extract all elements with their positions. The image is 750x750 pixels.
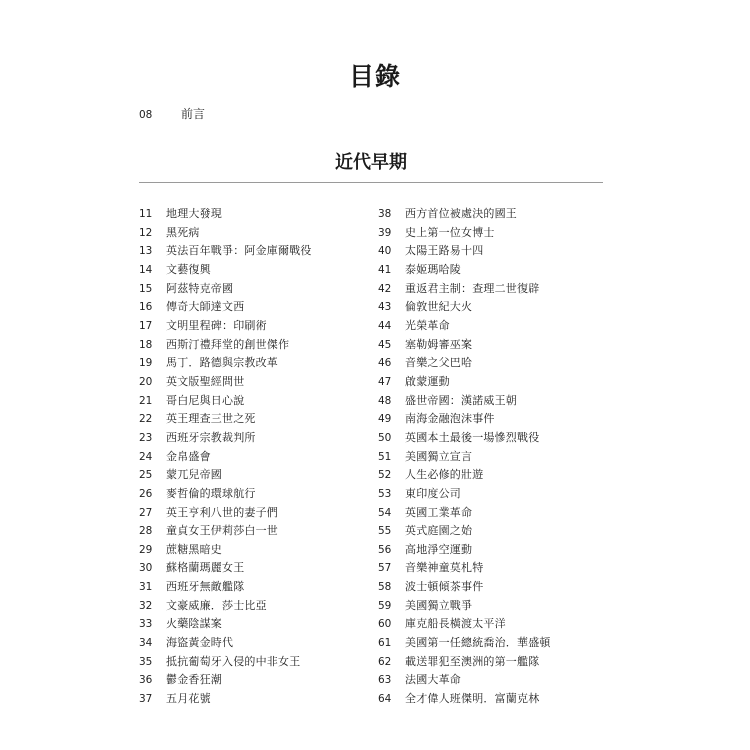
- entry-title: 英法百年戰爭：阿金庫爾戰役: [166, 244, 312, 258]
- entry-page-number: 38: [378, 208, 392, 220]
- entry-title: 載送罪犯至澳洲的第一艦隊: [405, 654, 540, 668]
- entry-page-number: 50: [378, 431, 392, 444]
- toc-entry[interactable]: [139, 261, 369, 280]
- entry-page-number: 43: [378, 301, 392, 314]
- toc-entry[interactable]: [378, 205, 608, 224]
- entry-title: 盛世帝國：漢諾威王朝: [405, 393, 517, 407]
- entry-title: 蔗糖黑暗史: [166, 542, 222, 556]
- entry-page-number: 16: [139, 301, 153, 314]
- entry-page-number: 24: [139, 450, 153, 463]
- entry-title: 法國大革命: [405, 673, 461, 687]
- entry-title: 文豪威廉．莎士比亞: [166, 598, 267, 612]
- entry-page-number: 64: [378, 693, 392, 706]
- entry-title: 高地淨空運動: [405, 542, 473, 556]
- entry-page-number: 20: [139, 375, 153, 388]
- toc-entry[interactable]: [378, 224, 608, 243]
- entry-title: 馬丁．路德與宗教改革: [166, 356, 278, 370]
- entry-page-number: 35: [139, 655, 153, 668]
- toc-entry[interactable]: [139, 373, 369, 392]
- entry-title: 英王亨利八世的妻子們: [166, 505, 278, 519]
- toc-entry[interactable]: [378, 597, 608, 616]
- entry-title: 童貞女王伊莉莎白一世: [166, 524, 278, 538]
- entry-title: 蘇格蘭瑪麗女王: [166, 561, 245, 575]
- toc-entry[interactable]: [378, 578, 608, 597]
- entry-page-number: 58: [378, 581, 392, 594]
- entry-title: 西班牙宗教裁判所: [166, 430, 256, 444]
- entry-page-number: 21: [139, 394, 153, 407]
- toc-entry[interactable]: [378, 373, 608, 392]
- toc-entry[interactable]: [139, 504, 369, 523]
- entry-page-number: 22: [139, 413, 153, 426]
- entry-title: 音樂神童莫札特: [405, 561, 484, 575]
- entry-page-number: 11: [139, 208, 153, 220]
- entry-page-number: 54: [378, 506, 392, 519]
- page-title: 目錄: [348, 61, 401, 91]
- entry-page-number: 32: [139, 599, 153, 612]
- toc-entry[interactable]: [378, 615, 608, 634]
- entry-title: 抵抗葡萄牙入侵的中非女王: [166, 654, 301, 668]
- toc-entry[interactable]: [139, 392, 369, 411]
- toc-entry[interactable]: [139, 578, 369, 597]
- entry-title: 美國獨立戰爭: [405, 598, 473, 612]
- entry-title: 光榮革命: [405, 318, 450, 332]
- toc-entry[interactable]: [139, 429, 369, 448]
- toc-entry[interactable]: [139, 280, 369, 299]
- entry-title: 泰姬瑪哈陵: [405, 262, 461, 276]
- entry-page-number: 33: [139, 618, 153, 631]
- section-heading: 近代早期: [335, 151, 407, 173]
- entry-title: 傳奇大師達文西: [166, 300, 245, 314]
- entry-title: 美國獨立宣言: [405, 449, 473, 463]
- entry-page-number: 23: [139, 431, 153, 444]
- toc-entry[interactable]: [139, 317, 369, 336]
- toc-entry[interactable]: [378, 336, 608, 355]
- entry-title: 蒙兀兒帝國: [166, 468, 222, 482]
- entry-page-number: 37: [139, 693, 153, 706]
- toc-entry[interactable]: [378, 634, 608, 653]
- entry-title: 哥白尼與日心說: [166, 393, 245, 407]
- entry-title: 人生必修的壯遊: [405, 468, 484, 482]
- entry-title: 火藥陰謀案: [166, 617, 222, 631]
- entry-title: 全才偉人班傑明．富蘭克林: [405, 692, 540, 706]
- toc-entry[interactable]: [378, 392, 608, 411]
- entry-title: 海盜黃金時代: [166, 636, 234, 650]
- toc-entry[interactable]: [139, 597, 369, 616]
- entry-page-number: 48: [378, 394, 392, 407]
- toc-entry[interactable]: [139, 336, 369, 355]
- toc-entry[interactable]: [378, 466, 608, 485]
- entry-title: 啟蒙運動: [405, 374, 450, 388]
- toc-entry[interactable]: [139, 690, 369, 709]
- entry-title: 太陽王路易十四: [405, 244, 484, 258]
- entry-page-number: 56: [378, 543, 392, 556]
- entry-page-number: 57: [378, 562, 392, 575]
- entry-title: 黑死病: [166, 225, 200, 239]
- entry-title: 西班牙無敵艦隊: [166, 580, 245, 594]
- entry-title: 五月花號: [166, 692, 211, 706]
- toc-entry[interactable]: [139, 298, 369, 317]
- toc-entry[interactable]: [139, 410, 369, 429]
- toc-entry[interactable]: [378, 671, 608, 690]
- toc-entry[interactable]: [139, 653, 369, 672]
- entry-title: 西斯汀禮拜堂的創世傑作: [166, 337, 290, 351]
- entry-title: 美國第一任總統喬治．華盛頓: [405, 636, 551, 650]
- entry-page-number: 45: [378, 338, 392, 351]
- entry-title: 重返君主制：查理二世復辟: [405, 281, 540, 295]
- entry-title: 西方首位被處決的國王: [405, 207, 517, 220]
- toc-entry-preface[interactable]: [139, 105, 205, 123]
- entry-title: 阿茲特克帝國: [166, 281, 234, 295]
- toc-entry[interactable]: [139, 671, 369, 690]
- entry-page-number: 61: [378, 637, 392, 650]
- toc-entry[interactable]: [378, 485, 608, 504]
- entry-page-number: 63: [378, 674, 392, 687]
- toc-entry[interactable]: [139, 485, 369, 504]
- entry-page-number: 13: [139, 245, 153, 258]
- toc-entry[interactable]: [139, 224, 369, 243]
- toc-entry[interactable]: [139, 354, 369, 373]
- toc-entry[interactable]: [139, 559, 369, 578]
- toc-entry[interactable]: [378, 429, 608, 448]
- entry-page-number: 15: [139, 282, 153, 295]
- toc-entry[interactable]: [378, 559, 608, 578]
- entry-page-number: 47: [378, 375, 392, 388]
- entry-title: 英文版聖經問世: [166, 374, 245, 388]
- entry-page-number: 55: [378, 525, 392, 538]
- toc-entry[interactable]: [378, 298, 608, 317]
- toc-column-right: [378, 205, 608, 709]
- toc-entry[interactable]: [378, 410, 608, 429]
- toc-entry[interactable]: [139, 466, 369, 485]
- toc-entry[interactable]: [139, 541, 369, 560]
- entry-page-number: 18: [139, 338, 153, 351]
- toc-entry[interactable]: [378, 690, 608, 709]
- entry-title: 史上第一位女博士: [405, 225, 495, 239]
- entry-title: 英式庭園之始: [405, 524, 473, 538]
- entry-title: 文藝復興: [166, 262, 211, 276]
- entry-page-number: 42: [378, 282, 392, 295]
- toc-entry[interactable]: [378, 354, 608, 373]
- entry-page-number: 19: [139, 357, 153, 370]
- entry-page-number: 36: [139, 674, 153, 687]
- entry-page-number: 30: [139, 562, 153, 575]
- entry-page-number: 49: [378, 413, 392, 426]
- toc-entry[interactable]: [378, 261, 608, 280]
- toc-entry[interactable]: [139, 615, 369, 634]
- toc-entry[interactable]: [378, 448, 608, 467]
- entry-page-number: 34: [139, 637, 153, 650]
- entry-page-number: 27: [139, 506, 153, 519]
- section-divider: [139, 182, 603, 183]
- entry-page-number: 60: [378, 618, 392, 631]
- entry-page-number: 41: [378, 263, 392, 276]
- entry-title: 地理大發現: [166, 207, 222, 220]
- toc-entry[interactable]: [378, 242, 608, 261]
- toc-entry[interactable]: [378, 504, 608, 523]
- toc-entry[interactable]: [378, 317, 608, 336]
- entry-title: 塞勒姆審巫案: [405, 337, 473, 351]
- entry-title: 東印度公司: [405, 486, 461, 500]
- entry-title: 英國本土最後一場慘烈戰役: [405, 430, 540, 444]
- entry-title: 庫克船長橫渡太平洋: [405, 617, 506, 631]
- toc-entry[interactable]: [139, 448, 369, 467]
- toc-entry[interactable]: [139, 634, 369, 653]
- toc-entry[interactable]: [378, 280, 608, 299]
- entry-page-number: 31: [139, 581, 153, 594]
- entry-title: 麥哲倫的環球航行: [166, 486, 256, 500]
- toc-column-left: [139, 205, 369, 709]
- entry-title: 倫敦世紀大火: [405, 300, 473, 314]
- entry-page-number: 39: [378, 226, 392, 239]
- entry-page-number: 26: [139, 487, 153, 500]
- toc-entry[interactable]: [139, 242, 369, 261]
- entry-page-number: 59: [378, 599, 392, 612]
- entry-page-number: 44: [378, 319, 392, 332]
- entry-title: 前言: [181, 107, 206, 121]
- entry-page-number: 12: [139, 226, 153, 239]
- entry-page-number: 29: [139, 543, 153, 556]
- entry-title: 波士頓傾茶事件: [405, 580, 484, 594]
- entry-title: 金帛盛會: [166, 449, 211, 463]
- entry-title: 南海金融泡沫事件: [405, 412, 495, 426]
- entry-page-number: 62: [378, 655, 392, 668]
- entry-title: 文明里程碑：印刷術: [166, 318, 267, 332]
- entry-page-number: 25: [139, 469, 153, 482]
- toc-entry[interactable]: [139, 522, 369, 541]
- entry-title: 英國工業革命: [405, 505, 473, 519]
- toc-entry[interactable]: [378, 541, 608, 560]
- entry-page-number: 28: [139, 525, 153, 538]
- entry-page-number: 52: [378, 469, 392, 482]
- toc-entry[interactable]: [139, 205, 369, 224]
- entry-page-number: 14: [139, 263, 153, 276]
- entry-page-number: 08: [139, 109, 153, 121]
- entry-title: 音樂之父巴哈: [405, 356, 473, 370]
- entry-page-number: 51: [378, 450, 392, 463]
- entry-page-number: 46: [378, 357, 392, 370]
- toc-entry[interactable]: [378, 653, 608, 672]
- entry-title: 英王理查三世之死: [166, 412, 256, 426]
- entry-title: 鬱金香狂潮: [166, 673, 222, 687]
- entry-page-number: 17: [139, 319, 153, 332]
- entry-page-number: 53: [378, 487, 392, 500]
- toc-entry[interactable]: [378, 522, 608, 541]
- entry-page-number: 40: [378, 245, 392, 258]
